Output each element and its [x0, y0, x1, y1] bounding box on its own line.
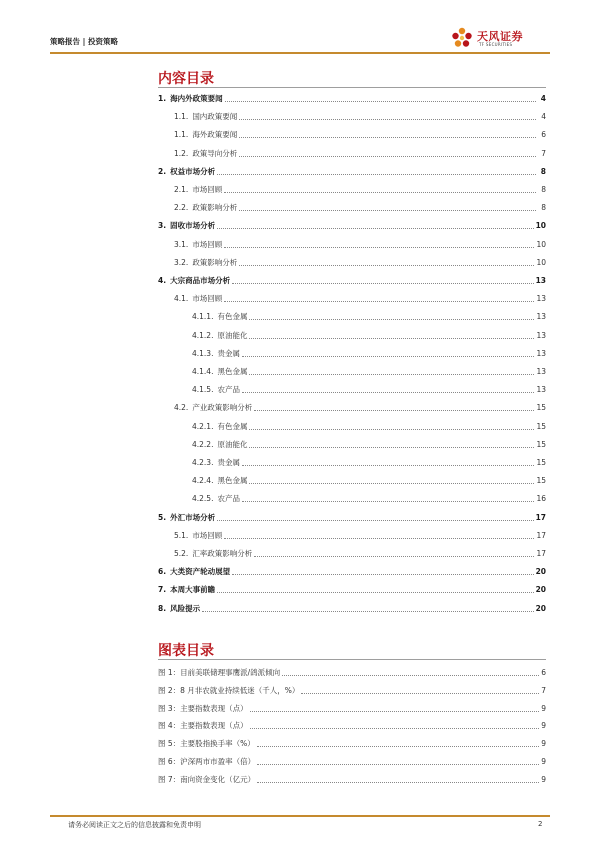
toc-dot-leader — [217, 228, 533, 229]
toc-entry-label: 海外政策要闻 — [192, 130, 238, 140]
toc-dot-leader — [242, 465, 534, 466]
toc-entry-number: 7. — [158, 585, 167, 595]
figure-entry[interactable] — [158, 684, 546, 696]
toc-entry-number: 1.2. — [174, 148, 189, 158]
logo-text-en: TF SECURITIES — [479, 42, 513, 47]
toc-dot-leader — [249, 319, 534, 320]
toc-entry-label: 大类资产轮动展望 — [170, 567, 231, 577]
figure-entry-label: 图 1：目前美联储理事鹰派/鸽派倾向 — [158, 668, 281, 677]
toc-entry-page: 6 — [541, 130, 546, 140]
toc-entry-number: 4.2. — [174, 403, 189, 413]
figures-title-divider — [158, 659, 546, 660]
toc-dot-leader — [254, 410, 534, 411]
toc-entry-page: 13 — [536, 312, 546, 322]
toc-dot-leader — [224, 247, 534, 248]
toc-entry-page: 20 — [535, 567, 546, 577]
toc-entry-label: 海内外政策要闻 — [170, 94, 223, 103]
toc-dot-leader — [249, 483, 534, 484]
toc-entry-label: 市场回顾 — [192, 239, 223, 249]
toc-entry-number: 5. — [158, 512, 167, 522]
toc-entry-page: 17 — [536, 530, 546, 540]
figure-dot-leader — [282, 675, 539, 676]
toc-entry-label: 黑色金属 — [217, 367, 248, 376]
toc-entry-label: 外汇市场分析 — [170, 512, 216, 522]
page-number: 2 — [538, 820, 543, 828]
toc-entry-label: 市场回顾 — [192, 294, 223, 304]
toc-entry-page: 8 — [541, 203, 546, 213]
toc-entry-label: 贵金属 — [217, 348, 240, 358]
toc-entry[interactable] — [158, 583, 546, 595]
toc-entry[interactable] — [158, 256, 546, 268]
toc-entry-number: 2.2. — [174, 203, 189, 213]
toc-entry-number: 1.1. — [174, 112, 189, 122]
toc-dot-leader — [224, 301, 534, 302]
toc-entry-number: 4.2.2. — [192, 439, 214, 449]
toc-entry-number: 4.2.1. — [192, 421, 214, 431]
toc-entry-number: 4. — [158, 276, 167, 285]
toc-entry[interactable] — [158, 401, 546, 413]
toc-entry-number: 1.1. — [174, 130, 189, 140]
toc-entry[interactable] — [158, 456, 546, 468]
toc-entry-number: 2. — [158, 166, 167, 176]
toc-entry[interactable] — [158, 183, 546, 195]
figure-entry-label: 图 6：沪深两市市盈率（倍） — [158, 757, 256, 766]
toc-entry-page: 16 — [536, 494, 546, 504]
toc-entry-label: 汇率政策影响分析 — [192, 549, 253, 558]
toc-dot-leader — [202, 611, 533, 612]
figure-entry-page: 9 — [541, 703, 546, 713]
logo-flower-icon — [450, 26, 474, 50]
toc-entry[interactable] — [158, 438, 546, 450]
toc-entry-number: 4.1. — [174, 294, 189, 304]
toc-dot-leader — [239, 119, 536, 120]
toc-dot-leader — [217, 520, 533, 521]
toc-entry[interactable] — [158, 347, 546, 359]
toc-entry[interactable] — [158, 292, 546, 304]
toc-dot-leader — [249, 429, 534, 430]
toc-entry-page: 4 — [540, 94, 546, 103]
toc-dot-leader — [242, 392, 534, 393]
toc-entry-label: 贵金属 — [217, 458, 240, 467]
toc-entry[interactable] — [158, 474, 546, 486]
figure-entry-label: 图 5：主要股指换手率（%） — [158, 739, 255, 749]
toc-entry-page: 15 — [536, 421, 546, 431]
toc-entry-page: 4 — [541, 112, 546, 122]
toc-entry-number: 4.2.4. — [192, 476, 214, 486]
toc-entry[interactable] — [158, 365, 546, 377]
toc-title-divider — [158, 87, 546, 88]
disclaimer-text: 请务必阅读正文之后的信息披露和免责申明 — [68, 821, 201, 829]
figure-entry-page: 9 — [541, 721, 546, 731]
toc-entry[interactable] — [158, 238, 546, 250]
toc-entry-number: 4.1.3. — [192, 348, 214, 358]
toc-entry-page: 13 — [536, 348, 546, 358]
toc-entry-page: 13 — [536, 367, 546, 376]
toc-dot-leader — [249, 447, 534, 448]
toc-entry-label: 有色金属 — [217, 312, 248, 322]
company-logo — [450, 26, 550, 50]
toc-entry-label: 黑色金属 — [217, 476, 248, 486]
toc-dot-leader — [217, 174, 536, 175]
toc-entry[interactable] — [158, 128, 546, 140]
toc-dot-leader — [254, 556, 534, 557]
toc-dot-leader — [239, 265, 534, 266]
logo-text-cn: 天风证券 — [477, 30, 523, 43]
toc-entry-label: 农产品 — [217, 494, 240, 504]
figure-entry-page: 9 — [541, 774, 546, 784]
toc-entry-label: 有色金属 — [217, 421, 248, 431]
toc-entry[interactable] — [158, 383, 546, 395]
toc-entry-label: 大宗商品市场分析 — [170, 276, 231, 285]
toc-dot-leader — [224, 538, 534, 539]
toc-dot-leader — [239, 210, 536, 211]
toc-entry-number: 3.1. — [174, 239, 189, 249]
toc-dot-leader — [239, 137, 536, 138]
figure-entry-label: 图 7：南向资金变化（亿元） — [158, 774, 256, 784]
toc-entry[interactable] — [158, 310, 546, 322]
figure-entry[interactable] — [158, 773, 546, 785]
toc-dot-leader — [232, 574, 533, 575]
figure-entry[interactable] — [158, 755, 546, 767]
toc-entry-label: 风险提示 — [170, 603, 201, 613]
toc-entry[interactable] — [158, 165, 546, 177]
toc-entry-page: 13 — [536, 330, 546, 340]
toc-entry-number: 3. — [158, 221, 167, 231]
toc-entry-page: 17 — [536, 549, 546, 558]
toc-entry-page: 13 — [536, 294, 546, 304]
toc-entry[interactable] — [158, 420, 546, 432]
figure-dot-leader — [257, 746, 539, 747]
toc-entry-label: 本周大事前瞻 — [170, 585, 216, 595]
toc-entry[interactable] — [158, 201, 546, 213]
toc-entry-label: 政策影响分析 — [192, 203, 238, 213]
figure-entry-label: 图 4：主要指数表现（点） — [158, 721, 248, 731]
toc-entry-page: 10 — [536, 239, 546, 249]
figure-entry-label: 图 2：8 月非农就业持续低迷（千人，%） — [158, 685, 300, 695]
toc-entry-page: 8 — [540, 166, 546, 176]
toc-entry-page: 7 — [541, 148, 546, 158]
toc-dot-leader — [225, 101, 536, 102]
toc-entry-number: 2.1. — [174, 185, 189, 194]
toc-dot-leader — [242, 501, 534, 502]
toc-entry[interactable] — [158, 565, 546, 577]
toc-entry[interactable] — [158, 602, 546, 614]
figure-entry[interactable] — [158, 666, 546, 678]
toc-entry-label: 政策导向分析 — [192, 148, 238, 158]
toc-entry-page: 20 — [535, 603, 546, 613]
toc-entry-number: 4.2.5. — [192, 494, 214, 504]
toc-entry-label: 原油能化 — [217, 439, 248, 449]
toc-entry-page: 15 — [536, 458, 546, 467]
toc-entry-page: 20 — [535, 585, 546, 595]
toc-entry[interactable] — [158, 219, 546, 231]
toc-dot-leader — [242, 356, 534, 357]
toc-dot-leader — [217, 592, 533, 593]
figure-dot-leader — [250, 711, 540, 712]
toc-entry-page: 10 — [536, 257, 546, 267]
figure-entry-page: 7 — [541, 685, 546, 695]
toc-dot-leader — [239, 156, 536, 157]
figure-entry-page: 9 — [541, 739, 546, 749]
page-header — [50, 26, 550, 50]
toc-entry[interactable] — [158, 529, 546, 541]
toc-entry-label: 市场回顾 — [192, 185, 223, 194]
toc-entry-page: 8 — [541, 185, 546, 194]
figure-dot-leader — [250, 728, 540, 729]
toc-entry[interactable] — [158, 492, 546, 504]
figure-entry[interactable] — [158, 702, 546, 714]
toc-title: 内容目录 — [158, 71, 214, 87]
toc-entry[interactable] — [158, 110, 546, 122]
toc-entry-label: 国内政策要闻 — [192, 112, 238, 122]
toc-entry-number: 4.1.4. — [192, 367, 214, 376]
toc-entry-number: 6. — [158, 567, 167, 577]
toc-entry[interactable] — [158, 329, 546, 341]
toc-entry-number: 1. — [158, 94, 167, 103]
toc-entry-page: 15 — [536, 476, 546, 486]
toc-dot-leader — [224, 192, 536, 193]
toc-entry-number: 3.2. — [174, 257, 189, 267]
toc-entry-label: 产业政策影响分析 — [192, 403, 253, 413]
toc-dot-leader — [249, 374, 534, 375]
toc-entry-page: 10 — [535, 221, 546, 231]
figure-entry[interactable] — [158, 737, 546, 749]
toc-dot-leader — [232, 283, 533, 284]
figure-dot-leader — [257, 782, 539, 783]
toc-entry-page: 15 — [536, 439, 546, 449]
toc-entry-number: 4.1.5. — [192, 385, 214, 395]
toc-entry-page: 13 — [536, 385, 546, 395]
figures-title: 图表目录 — [158, 643, 214, 659]
toc-entry-number: 4.1.1. — [192, 312, 214, 322]
toc-entry-number: 4.2.3. — [192, 458, 214, 467]
toc-entry-page: 13 — [535, 276, 546, 285]
toc-entry-number: 4.1.2. — [192, 330, 214, 340]
figure-dot-leader — [257, 764, 539, 765]
toc-entry[interactable] — [158, 147, 546, 159]
toc-entry-label: 市场回顾 — [192, 530, 223, 540]
toc-entry-number: 5.2. — [174, 549, 189, 558]
figure-entry-page: 6 — [541, 668, 546, 677]
toc-entry-page: 15 — [536, 403, 546, 413]
toc-entry-number: 8. — [158, 603, 167, 613]
toc-entry[interactable] — [158, 547, 546, 559]
footer-divider — [50, 815, 550, 817]
figure-entry-page: 9 — [541, 757, 546, 766]
toc-entry-page: 17 — [535, 512, 546, 522]
toc-entry-label: 权益市场分析 — [170, 166, 216, 176]
report-type-label: 策略报告 | 投资策略 — [50, 37, 118, 46]
toc-entry[interactable] — [158, 92, 546, 104]
figure-dot-leader — [301, 693, 539, 694]
toc-entry-number: 5.1. — [174, 530, 189, 540]
toc-entry-label: 农产品 — [217, 385, 240, 395]
toc-dot-leader — [249, 338, 534, 339]
figure-entry-label: 图 3：主要指数表现（点） — [158, 703, 248, 713]
toc-entry[interactable] — [158, 274, 546, 286]
toc-entry[interactable] — [158, 511, 546, 523]
header-divider — [50, 52, 550, 54]
figure-entry[interactable] — [158, 719, 546, 731]
toc-entry-label: 原油能化 — [217, 330, 248, 340]
toc-entry-label: 政策影响分析 — [192, 257, 238, 267]
toc-entry-label: 固收市场分析 — [170, 221, 216, 231]
